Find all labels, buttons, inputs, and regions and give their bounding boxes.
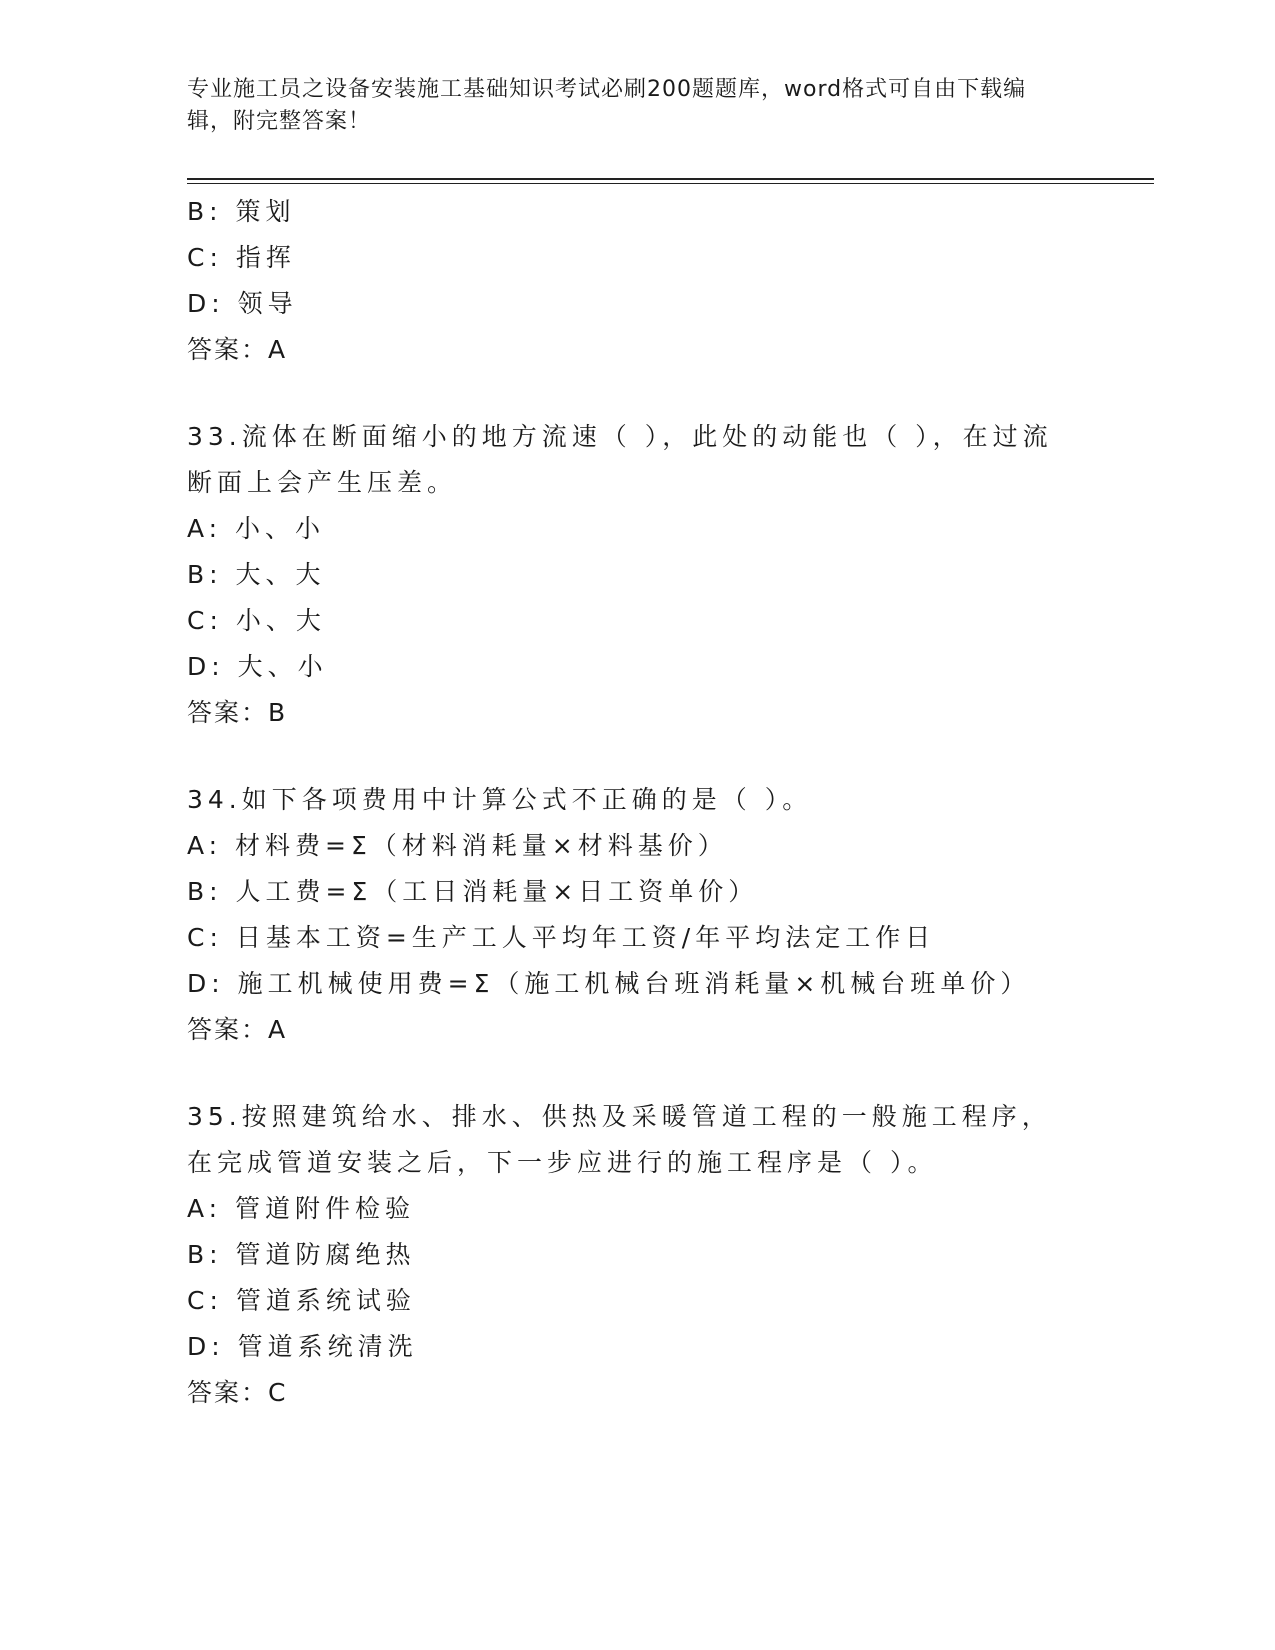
question-text: 35.按照建筑给水、排水、供热及采暖管道工程的一般施工程序，在完成管道安装之后，下一步应进行的施工程序是（ ）。 [187, 1102, 1052, 1177]
previous-question-tail [187, 189, 1087, 373]
option-a: A: 材料费=Σ（材料消耗量×材料基价） [187, 831, 728, 860]
header-divider-thin [187, 183, 1154, 184]
answer-line: 答案：C [187, 1378, 288, 1407]
option-d: D: 管道系统清洗 [187, 1332, 418, 1361]
option-d: D: 领导 [187, 289, 298, 318]
option-c: C: 指挥 [187, 243, 296, 272]
option-c: C: 日基本工资=生产工人平均年工资/年平均法定工作日 [187, 923, 936, 952]
header-divider [187, 178, 1154, 180]
option-d: D: 大、小 [187, 652, 328, 681]
header-title: 专业施工员之设备安装施工基础知识考试必刷200题题库，word格式可自由下载编辑，附完整答案！ [187, 77, 1027, 134]
question-33 [187, 414, 1087, 736]
answer-line: 答案：A [187, 1015, 288, 1044]
option-d: D: 施工机械使用费=Σ（施工机械台班消耗量×机械台班单价） [187, 969, 1031, 998]
question-text: 34.如下各项费用中计算公式不正确的是（ ）。 [187, 785, 813, 814]
option-c: C: 小、大 [187, 606, 326, 635]
question-34 [187, 777, 1087, 1053]
option-c: C: 管道系统试验 [187, 1286, 416, 1315]
option-b: B: 策划 [187, 197, 296, 226]
answer-line: 答案：A [187, 335, 288, 364]
option-b: B: 人工费=Σ（工日消耗量×日工资单价） [187, 877, 759, 906]
option-a: A: 小、小 [187, 514, 326, 543]
option-b: B: 管道防腐绝热 [187, 1240, 416, 1269]
question-list [187, 189, 1087, 1416]
answer-line: 答案：B [187, 698, 288, 727]
option-a: A: 管道附件检验 [187, 1194, 416, 1223]
document-header [187, 74, 1067, 138]
option-b: B: 大、大 [187, 560, 326, 589]
question-35 [187, 1094, 1087, 1416]
question-text: 33.流体在断面缩小的地方流速（ ），此处的动能也（ ），在过流断面上会产生压差。 [187, 422, 1053, 497]
